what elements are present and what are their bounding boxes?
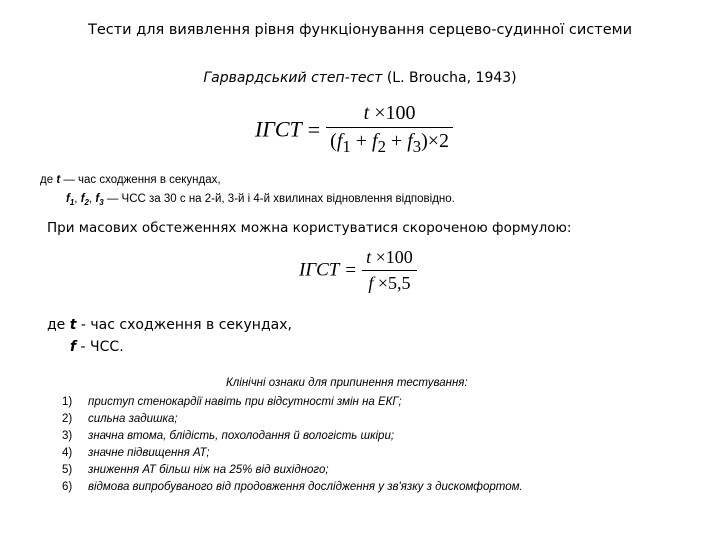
legend1-f2-symbol: f [80, 193, 85, 205]
legend2-t-symbol: t [69, 317, 77, 333]
formula2-den-factor: ×5,5 [373, 273, 411, 293]
legend1-line-f [66, 193, 455, 205]
legend1-line-t [40, 174, 221, 186]
formula-fraction [326, 102, 453, 157]
list-item-number: 1) [62, 396, 73, 408]
formula2-numerator-factor: ×100 [371, 247, 413, 267]
harvard-formula-full [255, 102, 453, 157]
list-item [62, 462, 523, 479]
formula-equals: = [307, 116, 321, 142]
legend1-t-symbol: t [56, 174, 61, 186]
legend2-prefix: де [47, 317, 70, 333]
legend1-f1-sub: 1 [69, 198, 75, 207]
den-open-paren: ( [330, 130, 337, 152]
den-f1: f [336, 130, 343, 152]
formula2-numerator-t: t [366, 247, 372, 267]
legend1-t-description: — час сходження в секундах, [60, 174, 221, 186]
legend2-f-description: - ЧСС. [76, 339, 124, 355]
den-close-paren: ) [421, 130, 428, 152]
legend1-f3-sub: 3 [99, 198, 104, 207]
legend1-f3-symbol: f [95, 193, 100, 205]
formula-numerator [326, 102, 453, 127]
den-f2: f [372, 130, 378, 152]
den-f2-sub: 2 [377, 137, 386, 156]
formula-denominator [326, 127, 453, 157]
clinical-signs-heading: Клінічні ознаки для припинення тестування: [226, 377, 468, 389]
legend1-f1-symbol: f [66, 193, 70, 205]
list-item [62, 394, 523, 411]
harvard-test-name: Гарвардський степ-тест [203, 70, 383, 86]
list-item [62, 411, 523, 428]
formula2-den-f: f [368, 273, 374, 293]
den-plus-1: + [350, 130, 373, 152]
formula2-denominator [362, 270, 417, 294]
list-item-text: значна втома, блідість, похолодання й вологість шкіри; [88, 430, 395, 442]
clinical-signs-list [62, 394, 523, 496]
formula2-fraction [362, 247, 417, 294]
formula2-numerator [362, 247, 417, 270]
list-item-text: відмова випробуваного від продовження дослідження у зв'язку з дискомфортом. [88, 481, 523, 493]
numerator-t: t [363, 102, 370, 124]
legend2-line-t [47, 317, 292, 333]
harvard-test-heading [0, 70, 720, 86]
list-item-text: зниження АТ більш ніж на 25% від вихідного; [88, 464, 329, 476]
den-f3: f [407, 130, 413, 152]
formula-label: ІГСТ [255, 116, 302, 142]
harvard-test-reference: (L. Broucha, 1943) [386, 70, 517, 86]
list-item-number: 4) [62, 447, 73, 459]
mass-screening-text: При масових обстеженнях можна користуватися скороченою формулою: [47, 220, 572, 236]
harvard-formula-short [299, 247, 417, 294]
legend1-f2-sub: 2 [84, 198, 89, 207]
list-item [62, 479, 523, 496]
list-item-text: приступ стенокардії навіть при відсутності змін на ЕКГ; [88, 396, 402, 408]
formula2-label: ІГСТ [299, 259, 340, 281]
list-item-number: 2) [62, 413, 73, 425]
den-f1-sub: 1 [342, 137, 351, 156]
list-item [62, 445, 523, 462]
legend2-line-f [70, 339, 124, 355]
list-item-text: значне підвищення АТ; [88, 447, 210, 459]
legend2-f-symbol: f [70, 339, 77, 355]
formula2-equals: = [345, 259, 357, 281]
list-item-text: сильна задишка; [88, 413, 178, 425]
list-item-number: 3) [62, 430, 73, 442]
legend1-f-description: — ЧСС за 30 с на 2-й, 3-й і 4-й хвилинах відновлення відповідно. [103, 193, 455, 205]
list-item [62, 428, 523, 445]
legend2-t-description: - час сходження в секундах, [76, 317, 292, 333]
den-f3-sub: 3 [412, 137, 422, 156]
legend1-prefix: де [40, 174, 57, 186]
page-title: Тести для виявлення рівня функціонування серцево-судинної системи [87, 22, 633, 38]
list-item-number: 6) [62, 481, 73, 493]
den-times: ×2 [427, 130, 450, 152]
legend1-sep1: , [74, 193, 81, 205]
legend1-sep2: , [88, 193, 96, 205]
list-item-number: 5) [62, 464, 73, 476]
den-plus-2: + [385, 130, 408, 152]
numerator-factor: ×100 [369, 102, 416, 124]
